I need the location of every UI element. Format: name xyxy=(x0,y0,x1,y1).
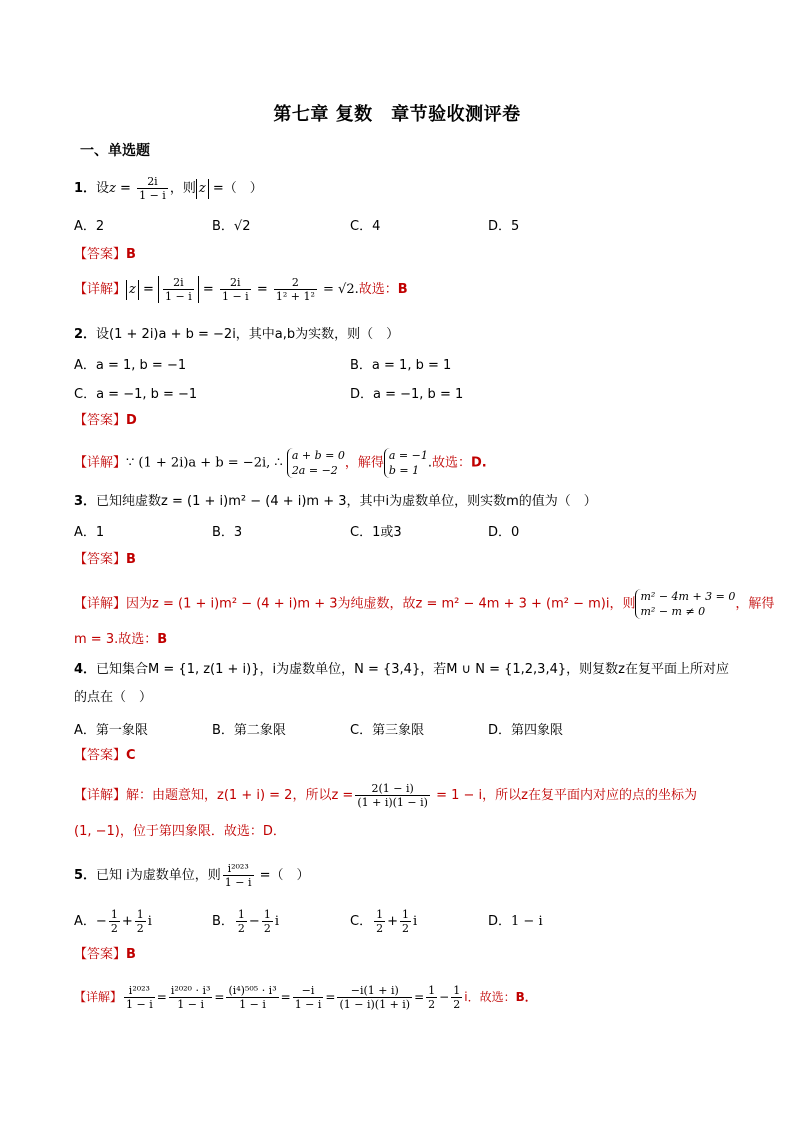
frac-den: 2 xyxy=(263,922,271,935)
option-b: B．a = 1, b = 1 xyxy=(350,358,452,373)
frac-den: 2 xyxy=(237,922,245,935)
frac-den: 2 xyxy=(376,922,384,935)
detail-text: m = 3.故选： xyxy=(74,632,158,647)
pick-value: D. xyxy=(471,455,487,471)
frac-num: 2i xyxy=(220,276,251,290)
frac-num: 1 xyxy=(453,984,461,997)
stem-text: 已知集合M = {1, z(1 + i)}，i为虚数单位，N = {3,4}，若M ∪ N = {1,2,3,4}，则复数z在复平面上所对应 xyxy=(96,662,729,677)
detail-text: = 1 − i，所以z在复平面内对应的点的坐标为 xyxy=(431,788,697,803)
answer-label: 【答案】 xyxy=(74,413,127,428)
option-d: D．第四象限 xyxy=(488,723,564,738)
option-a: A．2 xyxy=(74,219,105,234)
detail-label: 【详解】 xyxy=(74,788,127,803)
option-letter: B． xyxy=(212,914,234,929)
detail-label: 【详解】 xyxy=(74,455,127,471)
option-c: C．1或3 xyxy=(350,525,402,540)
section-heading: 一、单选题 xyxy=(80,143,150,159)
fraction xyxy=(223,862,254,889)
question-number: 2． xyxy=(74,327,97,342)
abs-fraction xyxy=(158,276,199,303)
fraction xyxy=(451,984,462,1011)
question-number: 4． xyxy=(74,662,97,677)
frac-num: i²⁰²⁰ · i³ xyxy=(170,984,211,997)
stem-text: 设(1 + 2i)a + b = −2i，其中a,b为实数，则（ ） xyxy=(96,327,400,342)
detail-text: ∵ (1 + 2i)a + b = −2i, ∴ xyxy=(126,455,283,471)
frac-num: i²⁰²³ xyxy=(223,862,254,876)
question-4-cont: 的点在（ ） xyxy=(74,690,153,705)
detail-line xyxy=(74,589,774,619)
frac-den: 2 xyxy=(401,922,409,935)
answer-line xyxy=(74,411,137,431)
equation-system xyxy=(287,448,345,478)
stem-text: ，则 xyxy=(169,181,196,196)
frac-num: 1 xyxy=(136,908,144,921)
option-d: D．a = −1, b = 1 xyxy=(350,387,464,402)
math-var: i xyxy=(412,914,418,929)
fraction xyxy=(426,984,437,1011)
abs-value: z xyxy=(196,179,209,199)
answer-value: D xyxy=(126,413,137,428)
math-op: + xyxy=(121,914,133,929)
frac-den: 1 − i xyxy=(221,290,249,303)
question-5 xyxy=(74,862,310,889)
math-op: + xyxy=(387,914,398,929)
option-a xyxy=(74,908,152,935)
fraction xyxy=(169,984,213,1011)
frac-den: 2 xyxy=(110,922,118,935)
question-number: 1． xyxy=(74,181,97,196)
detail-text: (1, −1)，位于第四象限．故选：D． xyxy=(74,824,286,839)
answer-label: 【答案】 xyxy=(74,947,127,962)
option-b xyxy=(212,908,279,935)
answer-line xyxy=(74,245,136,265)
detail-label: 【详解】 xyxy=(74,282,127,297)
option-d: D．0 xyxy=(488,525,520,540)
pick-value: B xyxy=(157,632,168,647)
math-op: − xyxy=(95,914,107,929)
detail-text: 因为z = (1 + i)m² − (4 + i)m + 3为纯虚数，故z = m² − 4m + 3 + (m² − m)i，则 xyxy=(126,596,636,612)
detail-text: ，解得 xyxy=(344,455,384,471)
frac-num: 1 xyxy=(401,908,409,921)
stem-text: 已知 i为虚数单位，则 xyxy=(96,868,221,883)
detail-line-2 xyxy=(74,822,286,842)
frac-den: (1 + i)(1 − i) xyxy=(357,796,428,809)
equation: a + b = 0 xyxy=(291,449,345,462)
frac-den: 1 − i xyxy=(177,998,204,1011)
option-b: B．√2 xyxy=(212,219,251,234)
option-c: C．第三象限 xyxy=(350,723,425,738)
equation: 2a = −2 xyxy=(291,464,338,477)
answer-value: B xyxy=(126,552,136,567)
option-c: C．a = −1, b = −1 xyxy=(74,387,198,402)
pick-value: B． xyxy=(515,990,537,1004)
detail-line: 【详解】∵ (1 + 2i)a + b = −2i, ∴ a + b = 0 2a = −2 ，解得 a = −1 b = 1 .故选：D. xyxy=(74,449,487,477)
frac-den: 2 xyxy=(453,998,461,1011)
detail-label: 【详解】 xyxy=(74,990,123,1004)
frac-num: 2i xyxy=(163,276,194,290)
answer-value: B xyxy=(126,947,136,962)
answer-label: 【答案】 xyxy=(74,748,127,763)
fraction xyxy=(220,276,251,303)
option-letter: C． xyxy=(350,914,373,929)
detail-text: i．故选： xyxy=(464,990,516,1004)
option-letter: D． xyxy=(488,914,512,929)
frac-den: 2 xyxy=(428,998,436,1011)
question-3 xyxy=(74,492,597,512)
detail-line: 【详解】 $\frac{\text{i²⁰²³}}{1 - i}$ = $\frac{\text{i²⁰²⁰ · i³}}{1 - i}$ = $\frac{\text{(i⁴)⁵⁰⁵ · i³}}{1 - i}$ = $\frac{-i}{1 - i}$ = $\frac{-i(1 + i)}{(1 - i)(1 + i)}$ = $\frac{1}{2}$ − $\frac{1}{2}$ i．故选：B． xyxy=(74,984,537,1011)
frac-num: 1 xyxy=(110,908,118,921)
option-d xyxy=(488,910,543,929)
frac-den: 2 xyxy=(136,922,144,935)
pick-label: 故选： xyxy=(358,282,398,297)
frac-den: 1² + 1² xyxy=(275,290,315,303)
math-op: − xyxy=(248,914,260,929)
math-var: i xyxy=(147,914,152,929)
frac-num: 1 xyxy=(376,908,384,921)
stem-text: 已知纯虚数z = (1 + i)m² − (4 + i)m + 3，其中i为虚数单位，则实数m的值为（ ） xyxy=(96,494,597,509)
equation-system xyxy=(384,448,428,478)
frac-num: 1 xyxy=(237,908,245,921)
stem-text: =（ ） xyxy=(208,181,263,196)
option-d: D．5 xyxy=(488,219,520,234)
stem-text: =（ ） xyxy=(255,868,310,883)
fraction xyxy=(337,984,412,1011)
answer-label: 【答案】 xyxy=(74,552,127,567)
frac-den: (1 − i)(1 + i) xyxy=(339,998,411,1011)
answer-line xyxy=(74,945,136,965)
detail-text: 解：由题意知，z(1 + i) = 2，所以z = xyxy=(126,788,354,803)
pick-label: 故选： xyxy=(431,455,471,471)
frac-num: 1 xyxy=(263,908,271,921)
frac-den: 1 − i xyxy=(224,876,252,889)
option-a: A．第一象限 xyxy=(74,723,148,738)
frac-num: i²⁰²³ xyxy=(124,984,155,998)
fraction xyxy=(137,175,168,202)
frac-num: 2 xyxy=(274,276,317,290)
answer-line xyxy=(74,746,136,766)
answer-label: 【答案】 xyxy=(74,247,127,262)
frac-den: 1 − i xyxy=(239,998,266,1011)
equation: m² − 4m + 3 = 0 xyxy=(640,590,736,603)
option-b: B．3 xyxy=(212,525,243,540)
equation-system xyxy=(635,589,735,619)
option-text: 1 − i xyxy=(511,914,543,929)
page-title: 第七章 复数 章节验收测评卷 xyxy=(273,104,521,125)
math-var: i xyxy=(274,914,279,929)
stem-text: 设 xyxy=(96,181,110,196)
frac-num: 2i xyxy=(137,175,168,189)
question-4 xyxy=(74,660,729,680)
option-c: C．4 xyxy=(350,219,381,234)
frac-num: −i(1 + i) xyxy=(337,984,412,998)
option-b: B．第二象限 xyxy=(212,723,286,738)
answer-line xyxy=(74,550,136,570)
equation: m² − m ≠ 0 xyxy=(640,605,706,618)
frac-den: 1 − i xyxy=(294,998,322,1011)
frac-num: −i xyxy=(293,984,324,998)
question-2 xyxy=(74,325,399,345)
frac-num: 2(1 − i) xyxy=(355,782,430,796)
option-a: A．1 xyxy=(74,525,105,540)
detail-text: ，解得 xyxy=(735,596,775,612)
equation: b = 1 xyxy=(388,464,420,477)
frac-den: 1 − i xyxy=(165,290,192,303)
fraction xyxy=(355,782,430,809)
pick-value: B xyxy=(397,282,408,297)
abs-value: z xyxy=(126,280,139,300)
math-var: z xyxy=(109,181,116,196)
question-number: 3． xyxy=(74,494,97,509)
detail-line xyxy=(74,782,697,809)
frac-den: 1 − i xyxy=(139,189,166,202)
fraction xyxy=(274,276,317,303)
option-a: A．a = 1, b = −1 xyxy=(74,358,187,373)
fraction xyxy=(124,984,155,1011)
option-letter: A． xyxy=(74,914,96,929)
answer-value: C xyxy=(126,748,136,763)
frac-num: (i⁴)⁵⁰⁵ · i³ xyxy=(228,984,277,997)
answer-value: B xyxy=(126,247,136,262)
fraction xyxy=(226,984,278,1011)
question-number: 5． xyxy=(74,868,97,883)
math-op: = xyxy=(115,181,136,196)
detail-line: 【详解】 z = $\frac{2i}{1 - i}$ = $\frac{2i}{1 - i}$ = $\frac{2}{\text{1² + 1²}}$ = √2.故选：B xyxy=(74,276,408,303)
option-c xyxy=(350,908,417,935)
question-1 xyxy=(74,175,263,202)
result: = √2. xyxy=(318,282,359,297)
equation: a = −1 xyxy=(388,449,428,462)
frac-num: 1 xyxy=(428,984,436,997)
fraction xyxy=(293,984,324,1011)
frac-den: 1 − i xyxy=(126,998,153,1011)
detail-label: 【详解】 xyxy=(74,596,127,612)
detail-line-2 xyxy=(74,630,167,650)
